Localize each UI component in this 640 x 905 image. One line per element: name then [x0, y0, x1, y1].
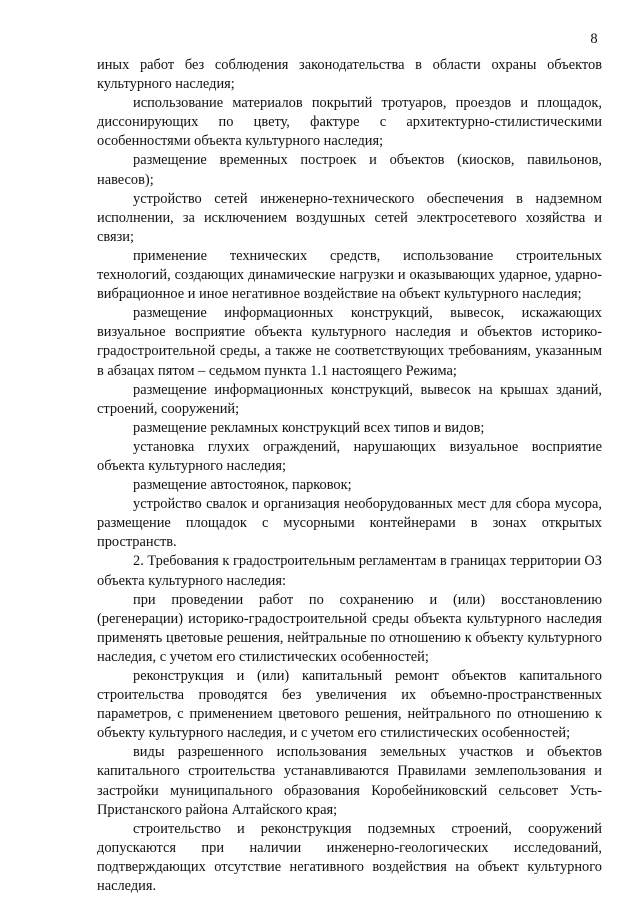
- paragraph-3: размещение временных построек и объектов (киосков, павильонов, навесов);: [97, 152, 602, 188]
- document-body: [97, 56, 602, 896]
- paragraph-15: виды разрешенного использования земельных участков и объектов капитального строительства устанавливаются Правилами землепользования и застройки муниципального образования Коробейниковский сельсовет Усть-Пристанского района Алтайского края;: [97, 744, 602, 818]
- paragraph-6: размещение информационных конструкций, вывесок, искажающих визуальное восприятие объекта культурного наследия и объектов историко-градостроительной среды, а также не соответствующих требованиям, указанным в абзацах пятом – седьмом пункта 1.1 настоящего Режима;: [97, 305, 602, 379]
- paragraph-11: устройство свалок и организация необорудованных мест для сбора мусора, размещение площадок с мусорными контейнерами в зонах открытых пространств.: [97, 496, 602, 551]
- page-number: 8: [590, 31, 598, 47]
- paragraph-16: строительство и реконструкция подземных строений, сооружений допускаются при наличии инженерно-геологических исследований, подтверждающих отсутствие негативного воздействия на объект культурного наследия.: [97, 820, 602, 895]
- paragraph-2: использование материалов покрытий тротуаров, проездов и площадок, диссонирующих по цвету, фактуре с архитектурно-стилистическими особенностями объекта культурного наследия;: [97, 95, 602, 150]
- paragraph-5: применение технических средств, использование строительных технологий, создающих динамические нагрузки и оказывающих ударное, ударно-вибрационное и иное негативное воздействие на объект культурного наследия;: [97, 247, 602, 303]
- section-2-heading: 2. Требования к градостроительным регламентам в границах территории ОЗ объекта культурного наследия:: [97, 553, 602, 589]
- paragraph-7: размещение информационных конструкций, вывесок на крышах зданий, строений, сооружений;: [97, 381, 602, 417]
- paragraph-14: реконструкция и (или) капитальный ремонт объектов капитального строительства проводятся без увеличения их объемно-пространственных параметров, с применением цветового решения, нейтрального по отношению к объекту культурного наследия, и с учетом его стилистических особенностей;: [97, 668, 602, 742]
- paragraph-10: размещение автостоянок, парковок;: [133, 477, 352, 494]
- paragraph-13: при проведении работ по сохранению и (или) восстановлению (регенерации) историко-градостроительной среды объекта культурного наследия применять цветовые решения, нейтральные по отношению к объекту культурного наследия, с учетом его стилистических особенностей;: [97, 591, 602, 665]
- paragraph-1: иных работ без соблюдения законодательства в области охраны объектов культурного наследия;: [97, 57, 602, 93]
- paragraph-9: установка глухих ограждений, нарушающих визуальное восприятие объекта культурного наследия;: [97, 438, 602, 474]
- paragraph-4: устройство сетей инженерно-технического обеспечения в надземном исполнении, за исключением воздушных сетей электросетевого хозяйства и связи;: [97, 190, 602, 245]
- paragraph-8: размещение рекламных конструкций всех типов и видов;: [133, 419, 485, 436]
